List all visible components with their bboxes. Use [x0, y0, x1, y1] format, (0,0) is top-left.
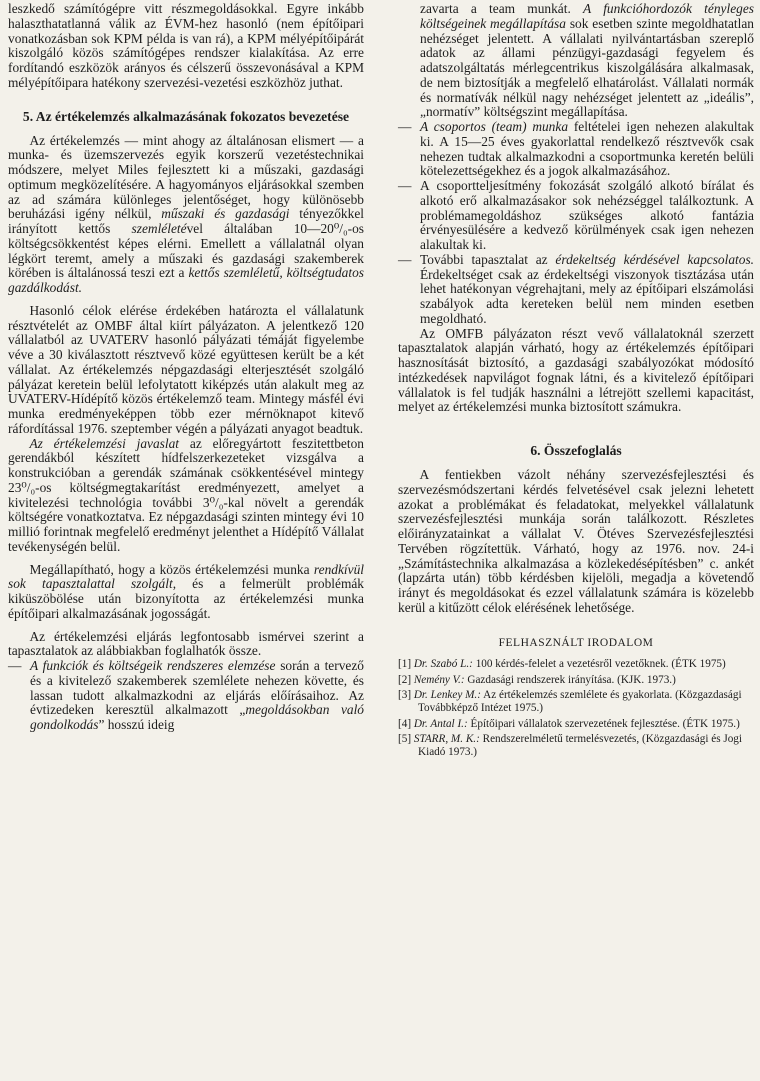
list-item-team-work: — A csoportos (team) munka feltételei igen nehezen alakultak ki. A 15—25 éves gyakorlattal rendelkező résztvevők csak nehezen tudtak alkalmazkodni a csoportmunka keretén belüli kötelezettségekhez és a jogok alkalmazásához. [398, 119, 754, 179]
paragraph-list-continuation: zavarta a team munkát. A funkcióhordozók tényleges költségeinek megállapítása sok esetben szinte megoldhatatlan nehézséget jelentett. A vállalati nyilvántartásban szereplő adatok az állami pénzügyi-gazdasági fegyelem és adatszolgáltatás mérlegcentrikus kiszolgálására alkalmasak, de nem biztosítják a megfelelő elhatárolást. Vállalati normák és normatívák nélkül nagy nehézséget jelentett az „ideális”, „normatív” költségszint megállapítása. [420, 1, 754, 120]
section-5-heading: 5. Az értékelemzés alkalmazásának fokozatos bevezetése [22, 108, 350, 124]
paragraph-criteria: Az értékelemzési eljárás legfontosabb ismérvei szerint a tapasztalatok az alábbiakban foglalhatók össze. [8, 628, 364, 659]
paragraph-proposal: Az értékelemzési javaslat az előregyártott feszitettbeton gerendákból készített hídfelszerkezeteket vizsgálva a konstrukcióban a gerendák számának csökkentésével mintegy 23⁰/₀-os költségmegtakarítást eredményezett, amelyet a kivitelezési technológia további 3⁰/₀-kal növelt a gerendák költségére vonatkoztatva. Ez népgazdasági szinten mintegy évi 10 millió forintnak megfelelő eredményt jelenthet a Hídépítő Vállalat tevékenységén belül. [8, 435, 364, 554]
left-column [8, 2, 364, 733]
references-heading: FELHASZNÁLT IRODALOM [498, 636, 654, 649]
paragraph-tender: Hasonló célok elérése érdekében határozta el vállalatunk résztvételét az OMBF által kiírt pályázaton. A jelentkező 120 vállalatból az UVATERV hasonló pályázati témáját figyelembe véve a 30 kiválasztott résztvevő közé együttesen került be a két vállalat. Az értékelemzés népgazdasági elterjesztését szolgáló pályázat keretein belül lefolytatott kiképzés után alakult meg az UVATERV-Hídépítő közös értékelemző team. Mintegy másfél évi munka eredményeképpen több ezer mérnöknapot kitevő ráfordítással 1976. szeptember végén a pályázati anyagot beadtuk. [8, 302, 364, 436]
references-list [398, 658, 754, 758]
reference-item: [3] Dr. Lenkey M.: Az értékelemzés szemlélete és gyakorlata. (Közgazdasági Továbbképző Intézet 1975.) [398, 689, 742, 715]
list-item-functions: — A funkciók és költségeik rendszeres elemzése során a tervező és a kivitelező szakemberek szemlélete nehezen követte, és lassan tudott alkalmazkodni az eljárás előírásaihoz. Az évtizedeken keresztül alkalmazott „megoldásokban való gondolkodás” hosszú ideig [8, 658, 365, 732]
list-item-interest: — További tapasztalat az érdekeltség kérdésével kapcsolatos. Érdekeltséget csak az érdekeltségi viszonyok tisztázása után lehet hatékonyan végrehajtani, mely az építőipari elszámolási szabályok adta kereteken belül nem minden esetben megoldható. [398, 251, 754, 326]
paragraph-value-analysis-intro: Az értékelemzés — mint ahogy az általánosan elismert — a munka- és üzemszervezés egyik korszerű vezetéstechnikai módszere, melyet Miles fejlesztett ki a műszaki, gazdasági optimum megközelítésére. A hagyományos eljárásokkal szemben az ad számára különleges jelentőséget, hogy különösebb beruházási igény nélkül, műszaki és gazdasági tényezőkkel irányított kettős szemléletével általában 10—20⁰/₀-os költségcsökkentést képes elérni. Emellett a vállalatnál olyan légkört teremt, amely a műszaki és gazdasági szakemberek körében is általánossá teszi ezt a kettős szemléletű, költségtudatos gazdálkodást. [8, 132, 365, 295]
paragraph-experience: Megállapítható, hogy a közös értékelemzési munka rendkívül sok tapasztalattal szolgált, és a felmerült problémák kiküszöbölése után bizonyította az értékelemzési munka építőipari alkalmazásának jogosságát. [8, 561, 364, 621]
paragraph-summary: A fentiekben vázolt néhány szervezésfejlesztési és szervezésmódszertani kérdés felvetésével csak jelezni lehetett azokat a problémákat és feladatokat, melyekkel vállalatunk szervezésfejlesztési munkája során találkozott. Részletes előirányzatainkat a vállalat V. Ötéves Szervezésfejlesztési Tervében rögzítettük. Várható, hogy az 1976. nov. 24-i „Számítástechnika alkalmazása a közlekedésépítésben” c. ankét (lapzárta után) több kérdésben kijelöli, megadja a követendő irányt és megoldásokat és ezzel vállalatunk számára is közelebb kerül a kitűzött célok elérésének lehetősége. [398, 467, 754, 615]
reference-item: [2] Nemény V.: Gazdasági rendszerek irányítása. (KJK. 1973.) [398, 673, 676, 686]
paragraph-continuation: leszkedő számítógépre vitt részmegoldásokkal. Egyre inkább halaszthatatlanná válik az ÉVM-hez hasonló (nem építőipari vonatkozásban sok KPM példa is van rá), a KPM mélyépítőipárát kiszolgáló közös számítógépes rendszer kialakítása. Az erre fordítandó eszközök arányos és célszerű összevonásával a KPM mélyépítőipara hatékony szervezési-vezetési eszközhöz juthat. [8, 1, 364, 90]
reference-item: [1] Dr. Szabó L.: 100 kérdés-felelet a vezetésről vezetőknek. (ÉTK 1975) [398, 658, 726, 671]
list-item-group-performance: — A csoportteljesítmény fokozását szolgáló alkotó bírálat és alkotó erő alkalmazásakor sok nehézséggel találkoztunk. A problémamegoldáshoz szükséges alkotó fantázia érvényesülésére a kedvező körülmények csak igen nehezen alakultak ki. [398, 178, 754, 252]
reference-item: [5] STARR, M. K.: Rendszerelméletű termelésvezetés, (Közgazdasági és Jogi Kiadó 1973.) [398, 733, 743, 758]
section-6-heading: 6. Összefoglalás [530, 443, 622, 458]
paragraph-omfb: Az OMFB pályázaton részt vevő vállalatoknál szerzett tapasztalatok alapján várható, hogy az értékelemzés építőipari hasznosítását biztosító, a gazdasági szabályozókat módosító intézkedések napvilágot fognak látni, és a kivitelező építőipari vállalatok is fel tudják használni a létrejött szellemi kapacitást, melyet az értékelemzési munka biztosított számukra. [398, 325, 754, 415]
reference-item: [4] Dr. Antal I.: Építőipari vállalatok szervezetének fejlesztése. (ÉTK 1975.) [398, 717, 740, 730]
right-column [398, 2, 754, 761]
